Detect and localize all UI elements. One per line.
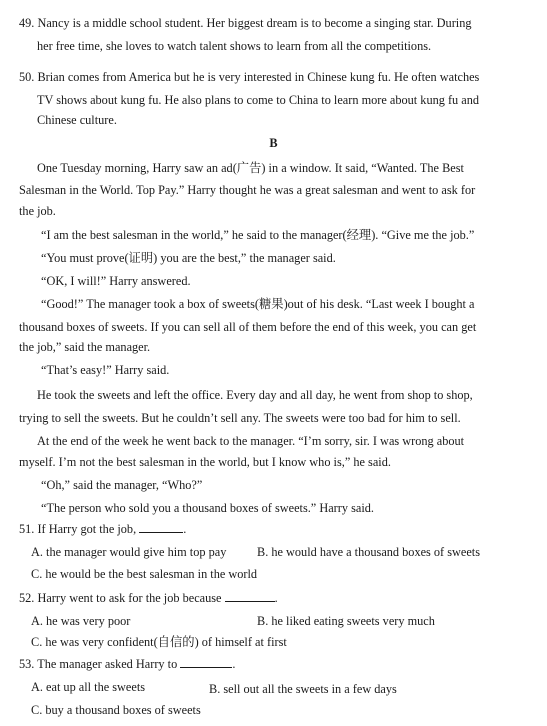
passage-line: “The person who sold you a thousand boxes of sweets.” Harry said. (41, 501, 374, 515)
question-51-text: If Harry got the job, (37, 522, 137, 536)
stem-period: . (274, 591, 278, 605)
passage-line: “Good!” The manager took a box of sweets(糖果)out of his desk. “Last week I bought a (41, 297, 475, 311)
statement-49-line-2: her free time, she loves to watch talent shows to learn from all the competitions. (37, 39, 432, 53)
passage-line: trying to sell the sweets. But he couldn’t sell any. The sweets were too bad for him to sell. (19, 411, 461, 425)
statement-50-text: Brian comes from America but he is very interested in Chinese kung fu. He often watches (37, 70, 480, 84)
section-heading: B (269, 136, 278, 150)
question-51-number: 51. (19, 522, 35, 536)
question-53-text: The manager asked Harry to (37, 657, 178, 671)
question-52-stem (19, 590, 278, 606)
question-52-option-c: C. he was very confident(自信的) of himself at first (31, 635, 287, 649)
question-51-stem (19, 521, 186, 537)
question-52-option-b: B. he liked eating sweets very much (257, 614, 435, 628)
passage-line: Salesman in the World. Top Pay.” Harry thought he was a great salesman and went to ask for (19, 183, 476, 197)
question-53-option-a: A. eat up all the sweets (31, 680, 146, 694)
passage-line: myself. I’m not the best salesman in the world, but I know who is,” he said. (19, 455, 391, 469)
passage-line: At the end of the week he went back to the manager. “I’m sorry, sir. I was wrong about (37, 434, 465, 448)
statement-49-number: 49. (19, 16, 35, 30)
passage-line: “That’s easy!” Harry said. (41, 363, 170, 377)
statement-49-text: Nancy is a middle school student. Her biggest dream is to become a singing star. During (37, 16, 472, 30)
stem-period: . (183, 522, 187, 536)
passage-line: He took the sweets and left the office. Every day and all day, he went from shop to shop, (37, 388, 473, 402)
passage-line: “Oh,” said the manager, “Who?” (41, 478, 203, 492)
statement-50-line-1 (19, 69, 479, 85)
question-53-stem (19, 656, 235, 672)
passage-line: the job,” said the manager. (19, 340, 151, 354)
question-52-number: 52. (19, 591, 35, 605)
passage-line: “I am the best salesman in the world,” he said to the manager(经理). “Give me the job.” (41, 228, 475, 242)
statement-50-line-2: TV shows about kung fu. He also plans to come to China to learn more about kung fu and (37, 93, 480, 107)
answer-blank[interactable] (139, 521, 183, 533)
question-52-text: Harry went to ask for the job because (37, 591, 222, 605)
question-52-option-a: A. he was very poor (31, 614, 131, 628)
answer-blank[interactable] (225, 590, 275, 602)
passage-line: “OK, I will!” Harry answered. (41, 274, 191, 288)
statement-49-line-1 (19, 15, 472, 31)
passage-line: thousand boxes of sweets. If you can sell all of them before the end of this week, you can get (19, 320, 477, 334)
question-53-number: 53. (19, 657, 35, 671)
passage-line: the job. (19, 204, 56, 218)
question-53-option-b: B. sell out all the sweets in a few days (209, 682, 397, 696)
passage-line: One Tuesday morning, Harry saw an ad(广告) in a window. It said, “Wanted. The Best (37, 161, 464, 175)
question-51-option-c: C. he would be the best salesman in the world (31, 567, 258, 581)
question-53-option-c: C. buy a thousand boxes of sweets (31, 703, 201, 717)
statement-50-number: 50. (19, 70, 35, 84)
question-51-option-b: B. he would have a thousand boxes of sweets (257, 545, 481, 559)
statement-50-line-3: Chinese culture. (37, 113, 117, 127)
stem-period: . (232, 657, 236, 671)
passage-line: “You must prove(证明) you are the best,” the manager said. (41, 251, 336, 265)
answer-blank[interactable] (180, 656, 232, 668)
question-51-option-a: A. the manager would give him top pay (31, 545, 227, 559)
